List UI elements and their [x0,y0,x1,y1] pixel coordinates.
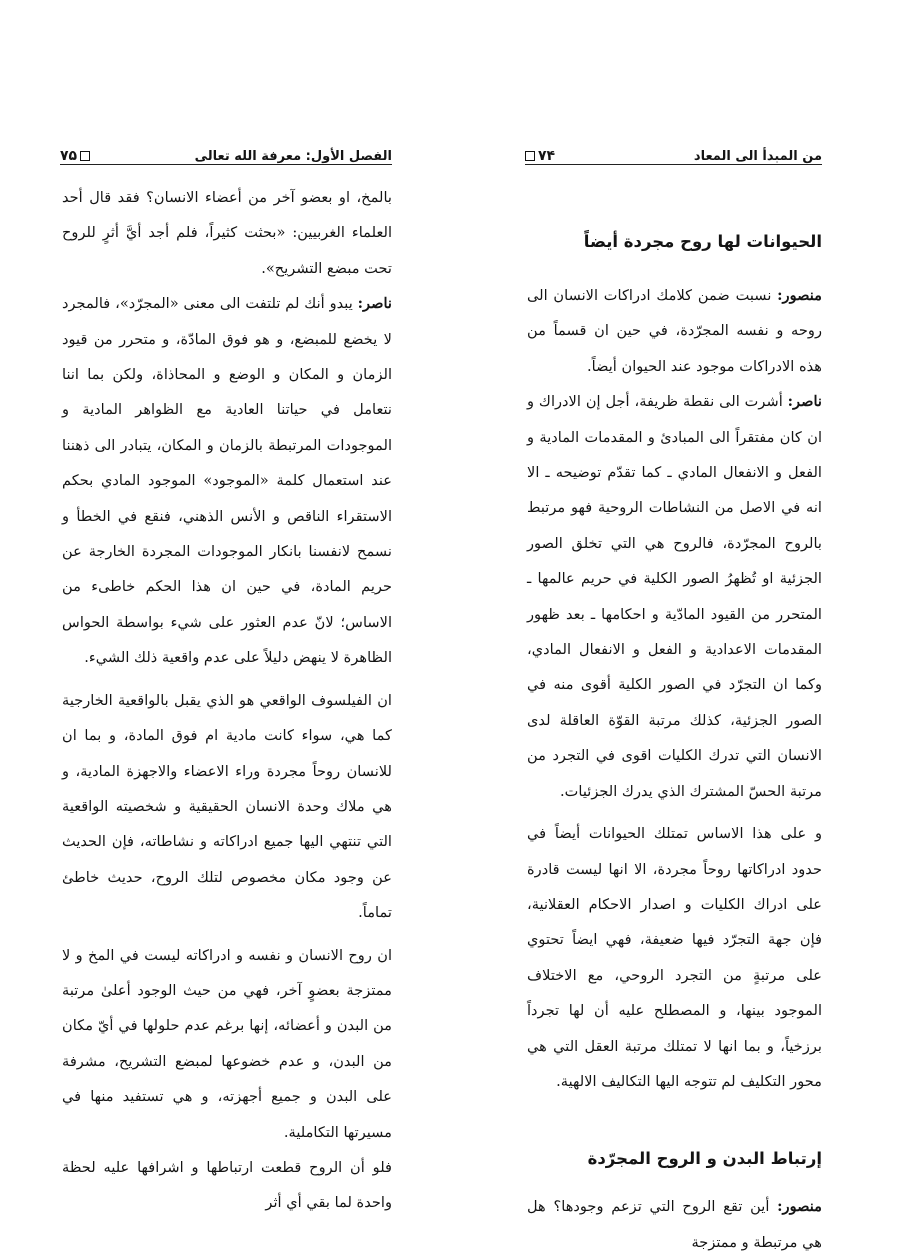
square-ornament-icon [525,151,535,161]
paragraph: ان الفيلسوف الواقعي هو الذي يقبل بالواقعية الخارجية كما هي، سواء كانت مادية ام فوق المادة، و بما ان للانسان روحاً مجردة وراء الاعضاء والاجهزة المادية، و هي ملاك وحدة الانسان الحقيقية و شخصيته الواقعية التي تنتهي اليها جميع ادراكاته و نشاطاته، فإن الحديث عن وجود مكان مخصوص لتلك الروح، حديث خاطئ تماماً. [62,691,392,922]
section-heading: الحيوانات لها روح مجردة أيضاً [583,232,822,251]
paragraph: بالمخ، او بعضو آخر من أعضاء الانسان؟ فقد قال أحد العلماء الغربيين: «بحثت كثيراً، فلم أجد أيَّ أثرٍ للروح تحت مبضع التشريح». [62,189,392,277]
square-ornament-icon [80,151,90,161]
body-text [527,222,822,1260]
speaker-label: ناصر: [787,393,822,411]
chapter-title: الفصل الأول: معرفة الله تعالى [194,149,392,164]
page-number-box [525,148,555,164]
speaker-label: ناصر: [357,295,392,313]
paragraph: منصور: أين تقع الروح التي تزعم وجودها؟ هل هي مرتبطة و ممتزجة [527,1198,822,1251]
page-number: ۷۴ [538,148,556,164]
page-header [525,130,822,165]
body-text [62,180,392,1221]
paragraph: و على هذا الاساس تمتلك الحيوانات أيضاً في حدود ادراكاتها روحاً مجردة، الا انها ليست قادرة على ادراك الكليات و اصدار الاحكام العقلانية، فإن جهة التجرّد فيها ضعيفة، فهي ايضاً تحتوي على مرتبةٍ من التجرد الروحي، مع الاختلاف الموجود بينها، و المصطلح عليه أن لها تجرداً برزخياً، و بما انها لا تمتلك مرتبة العقل التي هي محور التكليف لم تتوجه اليها التكاليف الالهية. [527,825,822,1090]
paragraph: ان روح الانسان و نفسه و ادراكاته ليست في المخ و لا ممتزجة بعضوٍ آخر، فهي من حيث الوجود أعلىٰ مرتبة من البدن و أعضائه، إنها برغم عدم حلولها في أيّ مكان من البدن، و عدم خضوعها لمبضع التشريح، مشرفة على البدن و جميع أجهزته، و هي تستفيد منها في مسيرتها التكاملية. [62,946,392,1141]
speaker-label: منصور: [777,287,822,304]
paragraph: ناصر: يبدو أنك لم تلتفت الى معنى «المجرّد»، فالمجرد لا يخضع للمبضع، و هو فوق المادّة، و متحرر من قيود الزمان و المكان و الوضع و المحاذاة، ولكن بما اننا نتعامل في حياتنا العادية مع الظواهر المادية و الموجودات المرتبطة بالزمان و المكان، يتبادر الى ذهننا عند استعمال كلمة «الموجود» الموجود المادي بحكم الاستقراء الناقص و الأنس الذهني، فنقع في الخطأ و نسمح لانفسنا بانكار الموجودات المجردة الخارجة عن حريم المادة، في حين ان هذا الحكم خاطىء من الاساس؛ لانّ عدم العثور على شيء بواسطة الحواس الظاهرة لا ينهض دليلاً على عدم واقعية ذلك الشيء. [62,295,392,667]
page-number: ۷۵ [60,148,78,164]
page-header [60,130,392,165]
left-page [0,0,450,1212]
paragraph: منصور: نسبت ضمن كلامك ادراكات الانسان الى روحه و نفسه المجرّدة، في حين ان قسماً من هذه الادراكات موجود عند الحيوان أيضاً. [527,287,822,375]
section-heading: إرتباط البدن و الروح المجرّدة [587,1149,822,1169]
right-page [450,0,900,1251]
book-title: من المبدأ الى المعاد [693,149,822,164]
paragraph: ناصر: أشرت الى نقطة ظريفة، أجل إن الادراك و ان كان مفتقراً الى المبادئ و المقدمات المادية و الفعل و الانفعال المادي ـ كما تقدّم توضيحه ـ الا انه في الاصل من النشاطات الروحية فهو مرتبط بالروح المجرّدة، فالروح هي التي تخلق الصور الجزئية او تُظهرُ الصور الكلية في حريم عالمها ـ المتحرر من القيود المادّية و احكامها ـ بعد ظهور المقدمات الاعدادية و الفعل و الانفعال المادي، وكما ان التجرّد في الصور الكلية أقوى منه في الصور الجزئية، كذلك مرتبة القوّة العاقلة لدى الانسان التي تدرك الكليات اقوى في التجرد من مرتبة الحسّ المشترك الذي يدرك الجزئيات. [527,393,822,800]
speaker-label: منصور: [777,1198,822,1216]
paragraph: فلو أن الروح قطعت ارتباطها و اشرافها عليه لحظة واحدة لما بقي أي أثر [62,1158,392,1212]
page-number-box [60,148,90,164]
